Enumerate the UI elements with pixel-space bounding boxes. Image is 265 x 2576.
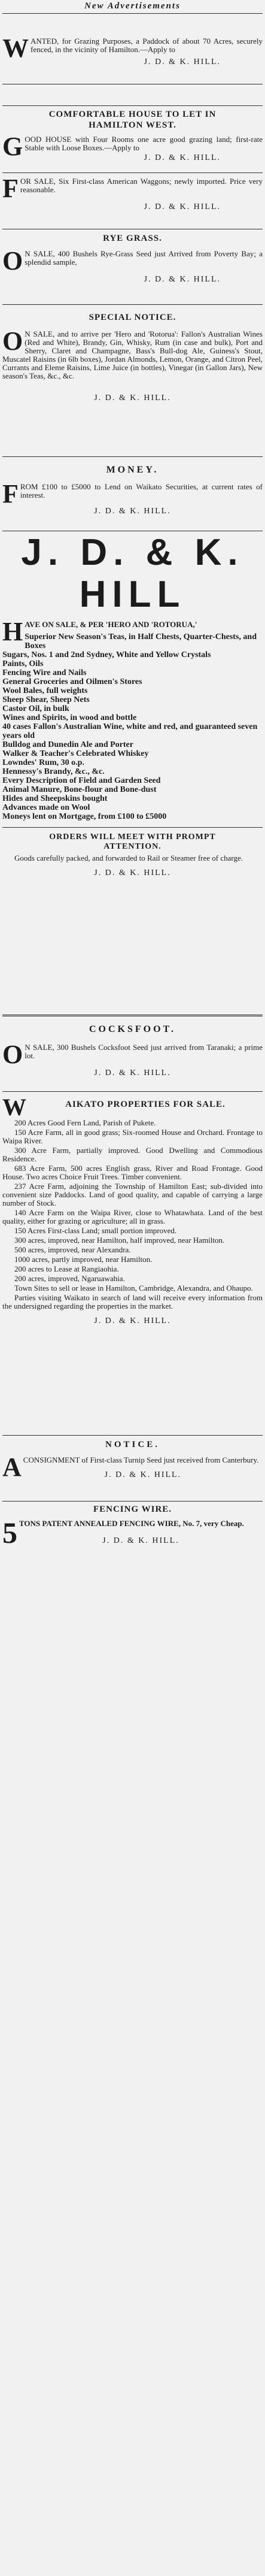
- signature: J. D. & K. HILL.: [144, 153, 221, 162]
- goods-list: [2, 632, 263, 821]
- property-entry: 200 Acres Good Fern Land, Parish of Pukete.: [14, 1118, 156, 1127]
- goods-item: Animal Manure, Bone-flour and Bone-dust: [2, 785, 157, 794]
- signature: J. D. & K. HILL.: [94, 1068, 171, 1077]
- property-entry: Parties visiting Waikato in search of land will receive every information from the undersigned regarding the properties in the market.: [2, 1293, 263, 1310]
- property-entry: 683 Acre Farm, 500 acres English grass, River and Road Frontage. Good House. Two acres Choice Fruit Trees. Timber convenient.: [2, 1164, 263, 1181]
- goods-item: 40 cases Fallon's Australian Wine, white and red, and guaranteed seven years old: [2, 722, 258, 740]
- property-entry: 140 Acre Farm on the Waipa River, close to Whatawhata. Land of the best quality, either for grazing or agriculture; all in grass.: [2, 1208, 263, 1225]
- drop-cap: W: [2, 1094, 26, 1121]
- goods-item: Bulldog and Dunedin Ale and Porter: [2, 740, 133, 749]
- ad-wanted: [2, 34, 263, 67]
- divider: [2, 105, 263, 106]
- drop-cap: O: [2, 326, 23, 356]
- signature: J. D. & K. HILL.: [94, 507, 171, 516]
- goods-item: General Groceries and Oilmen's Stores: [2, 677, 142, 686]
- goods-item: Hides and Sheepskins bought: [2, 794, 108, 803]
- ad-body: CONSIGNMENT of First-class Turnip Seed just received from Canterbury.: [23, 1455, 259, 1464]
- signature: J. D. & K. HILL.: [94, 868, 171, 877]
- banner-title: J. D. & K. HILL: [21, 532, 244, 615]
- divider: [2, 1015, 263, 1016]
- divider: [2, 304, 263, 305]
- property-entry: 300 acres, improved, near Hamilton, half improved, near Hamilton.: [14, 1236, 225, 1245]
- signature: J. D. & K. HILL.: [144, 275, 221, 284]
- ad-waggons: [2, 174, 263, 212]
- property-entry: Town Sites to sell or lease in Hamilton, Cambridge, Alexandra, and Ohaupo.: [14, 1284, 253, 1292]
- divider: [2, 1091, 263, 1092]
- section-header: New Advertisements: [84, 1, 181, 11]
- ad-title: COMFORTABLE HOUSE TO LET IN HAMILTON WEST.: [48, 110, 217, 130]
- signature: J. D. & K. HILL.: [94, 393, 171, 402]
- divider: [2, 456, 263, 457]
- ad-notice: [2, 1440, 263, 1480]
- property-entry: 200 acres, improved, Ngaruawahia.: [14, 1274, 125, 1283]
- signature: J. D. & K. HILL.: [144, 57, 221, 66]
- divider: [2, 172, 263, 173]
- ad-title: COCKSFOOT.: [89, 1024, 176, 1034]
- signature: J. D. & K. HILL.: [94, 1316, 171, 1325]
- drop-cap: H: [2, 617, 23, 646]
- divider: [2, 1501, 263, 1502]
- goods-item: Hennessy's Brandy, &c., &c.: [2, 767, 105, 776]
- ad-body: OR SALE, Six First-class American Waggons; newly imported. Price very reasonable.: [20, 177, 263, 194]
- divider: [2, 827, 263, 828]
- ad-body: OOD HOUSE with Four Rooms one acre good grazing land; first-rate Stable with Loose Boxes.—Apply to: [25, 135, 263, 152]
- ad-title: MONEY.: [106, 465, 159, 475]
- ad-title: SPECIAL NOTICE.: [89, 313, 176, 322]
- goods-item: Moneys lent on Mortgage, from £100 to £5000: [2, 812, 167, 821]
- ad-intro: AVE ON SALE, & PER 'HERO AND 'ROTORUA,': [25, 620, 197, 629]
- ad-cocksfoot: [2, 1024, 263, 1078]
- drop-cap: O: [2, 246, 23, 276]
- ad-body: ANTED, for Grazing Purposes, a Paddock of about 70 Acres, securely fenced, in the vicinity of Hamilton.—Apply to: [31, 37, 263, 54]
- ad-rye-grass: [2, 234, 263, 284]
- drop-cap: W: [2, 34, 29, 63]
- property-entry: 500 acres, improved, near Alexandra.: [14, 1245, 131, 1254]
- property-entry: 300 Acre Farm, partially improved. Good Dwelling and Commodious Residence.: [2, 1146, 263, 1163]
- goods-item: Sugars, Nos. 1 and 2nd Sydney, White and Yellow Crystals: [2, 650, 211, 659]
- drop-cap: 5: [2, 1516, 17, 1549]
- orders-title: ORDERS WILL MEET WITH PROMPT ATTENTION.: [49, 833, 216, 851]
- ad-body: N SALE, and to arrive per 'Hero and 'Rotorua': Fallon's Australian Wines (Red and White), Brandy, Gin, Whisky, Rum (in case and bulk), Port and Sherry, Claret and Champagne, Bass's Bull-dog Ale, Guiness's Stout, Muscatel Raisins (in 6lb boxes), Jordan Almonds, Lemon, Orange, and Citron Peel, Currants and Eleme Raisins, Lime Juice (in bottles), Vinegar (in Gallon Jars), New season's Teas, &c., &c.: [2, 329, 263, 380]
- goods-item: Wines and Spirits, in wood and bottle: [2, 713, 137, 722]
- goods-item: Advances made on Wool: [2, 803, 90, 812]
- signature: J. D. & K. HILL.: [102, 1536, 179, 1545]
- ad-fencing-wire: [2, 1505, 263, 1549]
- divider: [2, 1435, 263, 1436]
- property-entry: 150 Acre Farm, all in good grass; Six-roomed House and Orchard. Frontage to Waipa River.: [2, 1128, 263, 1145]
- drop-cap: F: [2, 174, 19, 203]
- goods-item: Walker & Teacher's Celebrated Whiskey: [2, 749, 149, 758]
- ad-title: NOTICE.: [105, 1440, 160, 1449]
- goods-item: Sheep Shear, Sheep Nets: [2, 695, 90, 704]
- goods-item: Lowndes' Rum, 30 o.p.: [2, 758, 84, 767]
- ad-title: RYE GRASS.: [103, 234, 162, 243]
- ad-body: TONS PATENT ANNEALED FENCING WIRE, No. 7, very Cheap.: [19, 1519, 244, 1528]
- goods-item: Wool Bales, full weights: [2, 686, 88, 695]
- goods-item: Castor Oil, in bulk: [2, 704, 69, 713]
- drop-cap: O: [2, 1040, 23, 1069]
- property-entry: 237 Acre Farm, adjoining the Township of Hamilton East; sub-divided into convenient size Paddocks. Land of good quality, and capable of carrying a large number of Stock.: [2, 1182, 263, 1207]
- drop-cap: G: [2, 132, 23, 161]
- signature: J. D. & K. HILL.: [104, 1470, 182, 1479]
- orders-body: Goods carefully packed, and forwarded to Rail or Steamer free of charge.: [14, 853, 243, 862]
- ad-body: ROM £100 to £5000 to Lend on Waikato Securities, at current rates of interest.: [20, 482, 263, 500]
- ad-title: FENCING WIRE.: [93, 1505, 172, 1514]
- property-entry: 1000 acres, partly improved, near Hamilton.: [14, 1255, 153, 1264]
- goods-item: Fencing Wire and Nails: [2, 668, 87, 677]
- goods-item: Paints, Oils: [2, 659, 44, 668]
- property-entry: 200 acres to Lease at Rangiaohia.: [14, 1264, 119, 1273]
- goods-item: Superior New Season's Teas, in Half Chests, Quarter-Chests, and Boxes: [25, 632, 257, 650]
- property-list: [2, 1119, 263, 1310]
- property-entry: 150 Acres First-class Land; small portion improved.: [14, 1226, 177, 1235]
- divider: [2, 13, 263, 14]
- ad-main-hill: [2, 532, 263, 878]
- ad-money: [2, 465, 263, 516]
- drop-cap: F: [2, 479, 19, 508]
- ad-title: AIKATO PROPERTIES FOR SALE.: [65, 1100, 226, 1109]
- drop-cap: A: [2, 1452, 22, 1482]
- ad-body: N SALE, 300 Bushels Cocksfoot Seed just arrived from Taranaki; a prime lot.: [25, 1043, 263, 1060]
- ad-body: N SALE, 400 Bushels Rye-Grass Seed just Arrived from Poverty Bay; a splendid sample,: [25, 249, 263, 267]
- ad-special-notice: [2, 313, 263, 403]
- ad-house: [2, 109, 263, 163]
- signature: J. D. & K. HILL.: [144, 202, 221, 211]
- goods-item: Every Description of Field and Garden Seed: [2, 776, 161, 785]
- ad-waikato-properties: [2, 1096, 263, 1326]
